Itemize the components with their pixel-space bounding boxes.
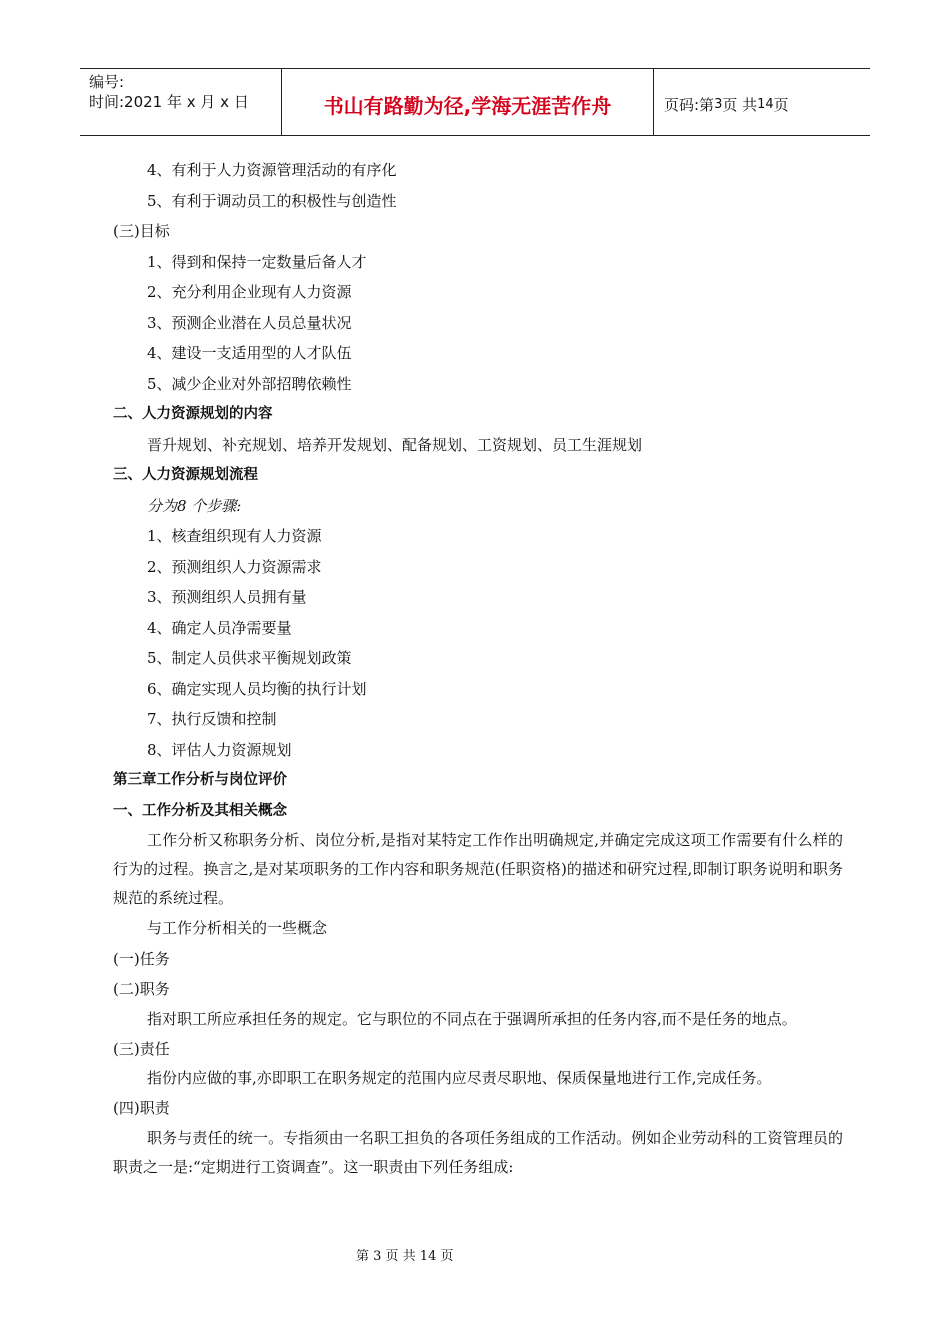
paragraph: 与工作分析相关的一些概念 xyxy=(147,919,328,937)
list-item: 4、建设一支适用型的人才队伍 xyxy=(147,344,352,362)
subheading: (三)责任 xyxy=(113,1039,170,1058)
section-heading: 一、工作分析及其相关概念 xyxy=(113,802,287,819)
number-label: 编号: xyxy=(89,73,125,91)
list-item: 7、执行反馈和控制 xyxy=(147,710,277,728)
document-body xyxy=(113,155,843,1182)
header-info xyxy=(80,69,282,135)
paragraph: 职务与责任的统一。专指须由一名职工担负的各项任务组成的工作活动。例如企业劳动科的工资管理员的职责之一是:“定期进行工资调查”。这一职责由下列任务组成: xyxy=(113,1128,843,1176)
date-label: 时间:2021 年 x 月 x 日 xyxy=(89,93,249,111)
list-item: 8、评估人力资源规划 xyxy=(147,740,292,759)
subheading: (三)目标 xyxy=(113,222,170,240)
page-end: 页 xyxy=(773,95,789,114)
list-item: 3、预测企业潜在人员总量状况 xyxy=(147,313,352,332)
list-item: 1、得到和保持一定数量后备人才 xyxy=(147,252,367,271)
paragraph: 指份内应做的事,亦即职工在职务规定的范围内应尽责尽职地、保质保量地进行工作,完成任务。 xyxy=(147,1069,772,1087)
section-heading: 二、人力资源规划的内容 xyxy=(113,406,273,422)
list-item: 5、有利于调动员工的积极性与创造性 xyxy=(147,191,397,210)
list-item: 3、预测组织人员拥有量 xyxy=(147,588,307,606)
paragraph: 指对职工所应承担任务的规定。它与职位的不同点在于强调所承担的任务内容,而不是任务的地点。 xyxy=(147,1009,797,1028)
page-number: 3 xyxy=(714,96,723,112)
section-heading: 三、人力资源规划流程 xyxy=(113,467,258,483)
step-intro: 分为8 个步骤: xyxy=(147,496,242,515)
page-mid: 页 共 xyxy=(722,95,758,114)
subheading: (四)职责 xyxy=(113,1099,170,1117)
list-item: 5、减少企业对外部招聘依赖性 xyxy=(147,374,352,393)
header-motto: 书山有路勤为径,学海无涯苦作舟 xyxy=(282,69,654,135)
page-header xyxy=(80,68,870,136)
list-item: 4、有利于人力资源管理活动的有序化 xyxy=(147,161,397,179)
subheading: (二)职务 xyxy=(113,980,170,998)
chapter-heading: 第三章工作分析与岗位评价 xyxy=(113,772,287,788)
list-item: 1、核查组织现有人力资源 xyxy=(147,527,322,545)
list-item: 2、预测组织人力资源需求 xyxy=(147,557,322,576)
page-total: 14 xyxy=(757,96,774,112)
paragraph: 晋升规划、补充规划、培养开发规划、配备规划、工资规划、员工生涯规划 xyxy=(147,435,643,454)
page-footer: 第 3 页 共 14 页 xyxy=(356,1249,454,1264)
list-item: 2、充分利用企业现有人力资源 xyxy=(147,283,352,301)
header-page-info xyxy=(654,69,870,135)
list-item: 5、制定人员供求平衡规划政策 xyxy=(147,649,352,667)
page-label: 页码:第 xyxy=(664,95,715,114)
subheading: (一)任务 xyxy=(113,949,170,968)
list-item: 4、确定人员净需要量 xyxy=(147,618,292,637)
list-item: 6、确定实现人员均衡的执行计划 xyxy=(147,679,367,698)
paragraph: 工作分析又称职务分析、岗位分析,是指对某特定工作作出明确规定,并确定完成这项工作需要有什么样的行为的过程。换言之,是对某项职务的工作内容和职务规范(任职资格)的描述和研究过程,即制订职务说明和职务规范的系统过程。 xyxy=(113,831,843,907)
